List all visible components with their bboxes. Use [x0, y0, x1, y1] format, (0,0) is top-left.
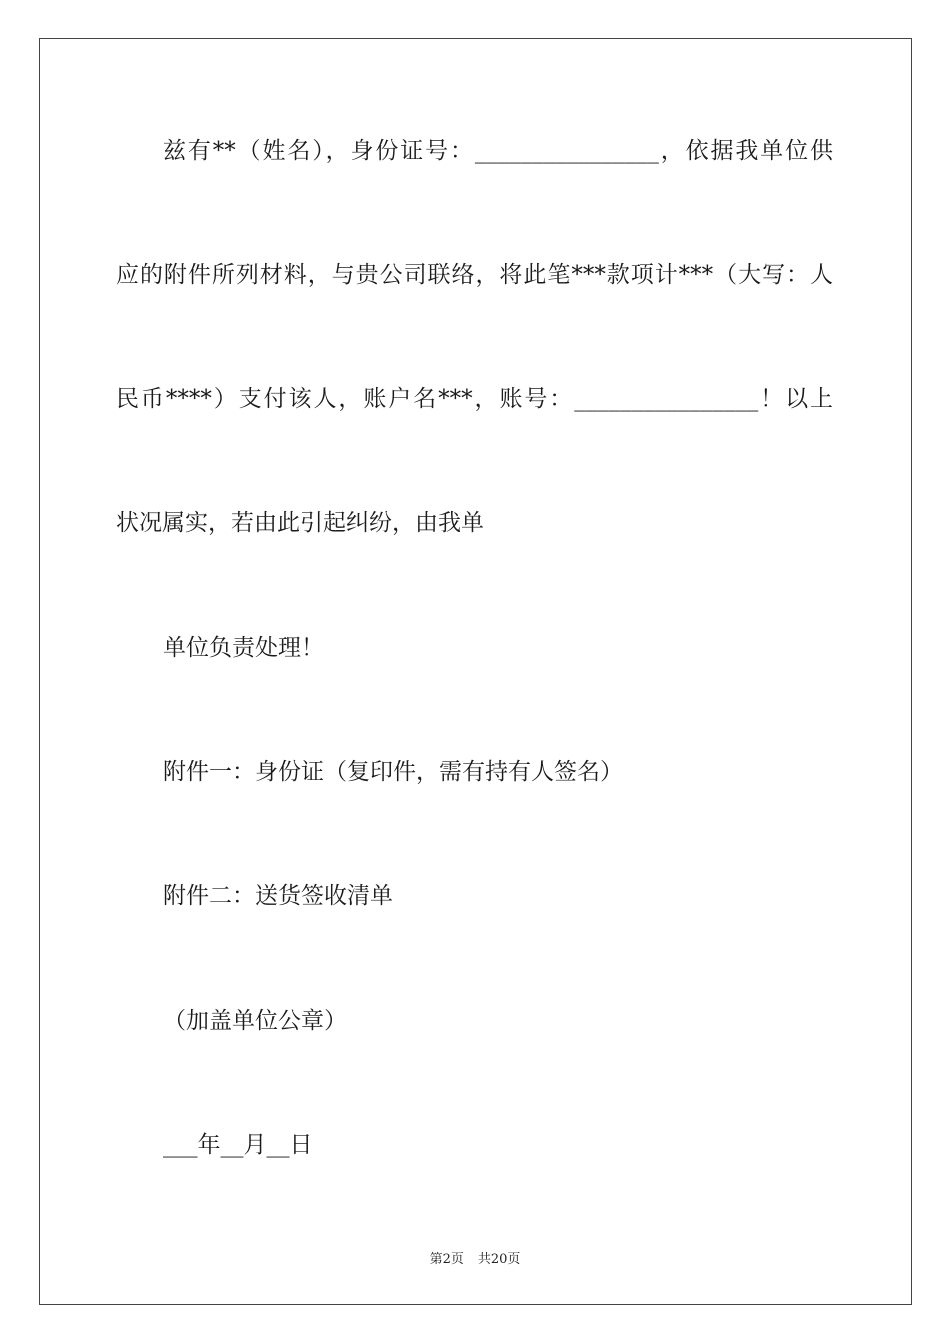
- attachment-one: 附件一：身份证（复印件，需有持有人签名）: [163, 759, 623, 785]
- paragraph-line-2: 应的附件所列材料，与贵公司联络，将此笔***款项计***（大写：人: [116, 262, 833, 288]
- attachment-two: 附件二：送货签收清单: [163, 883, 393, 909]
- page-total: 共20页: [477, 1252, 521, 1267]
- page-current: 第2页: [429, 1252, 464, 1267]
- paragraph-line-3: 民币****）支付该人，账户名***，账号：________________！以上: [116, 386, 833, 412]
- page-footer: [0, 1248, 950, 1267]
- date-line: ___年__月__日: [163, 1132, 313, 1158]
- paragraph-line-1: 兹有**（姓名），身份证号：________________，依据我单位供: [163, 138, 833, 164]
- paragraph-line-5: 单位负责处理！: [163, 635, 324, 661]
- seal-note: （加盖单位公章）: [163, 1008, 347, 1034]
- paragraph-line-4: 状况属实，若由此引起纠纷，由我单: [116, 510, 484, 536]
- page-border: [39, 38, 912, 1305]
